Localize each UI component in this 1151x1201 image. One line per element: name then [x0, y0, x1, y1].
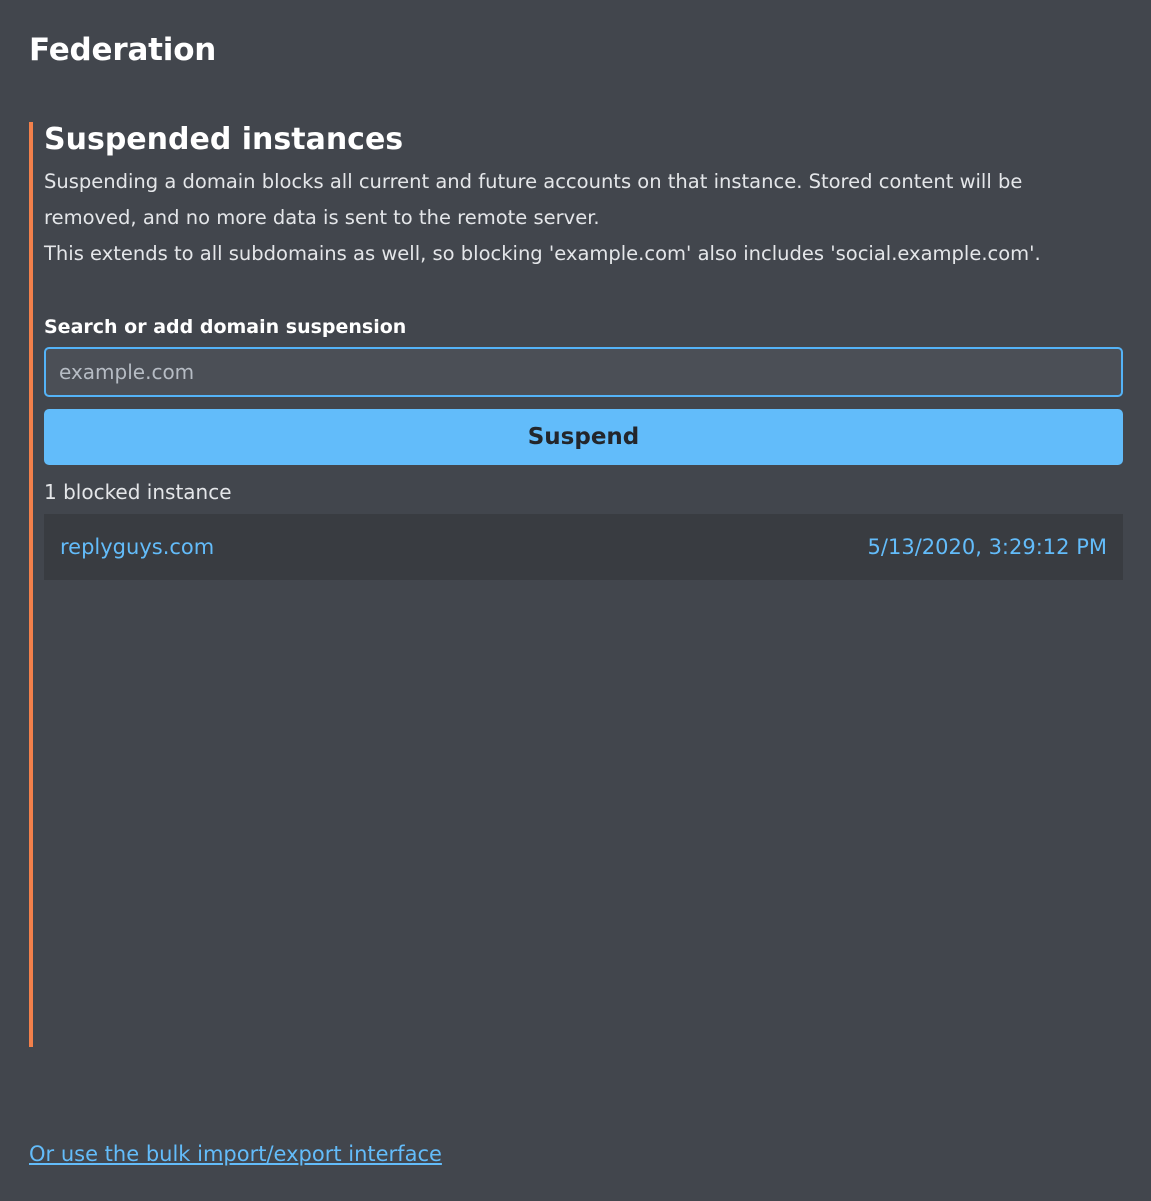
- domain-search-label: Search or add domain suspension: [44, 316, 407, 339]
- panel-description-line-2: This extends to all subdomains as well, so blocking 'example.com' also includes 'social.example.com'.: [44, 242, 1041, 266]
- suspended-instances-panel: [29, 122, 1136, 1047]
- bulk-import-export-link[interactable]: Or use the bulk import/export interface: [29, 1142, 442, 1166]
- panel-description-line-1: Suspending a domain blocks all current and future accounts on that instance. Stored content will be removed, and no more data is sent to the remote server.: [44, 170, 1023, 230]
- instance-domain-link[interactable]: replyguys.com: [60, 535, 215, 560]
- suspend-button[interactable]: Suspend: [44, 409, 1123, 465]
- instance-blocked-date: 5/13/2020, 3:29:12 PM: [867, 535, 1107, 560]
- table-row[interactable]: [44, 514, 1123, 580]
- panel-title: Suspended instances: [44, 122, 404, 157]
- domain-search-input[interactable]: [44, 347, 1123, 397]
- federation-page: [0, 32, 1151, 1201]
- blocked-instance-count: 1 blocked instance: [44, 480, 232, 505]
- page-title: Federation: [29, 32, 217, 68]
- panel-description: [44, 164, 1114, 272]
